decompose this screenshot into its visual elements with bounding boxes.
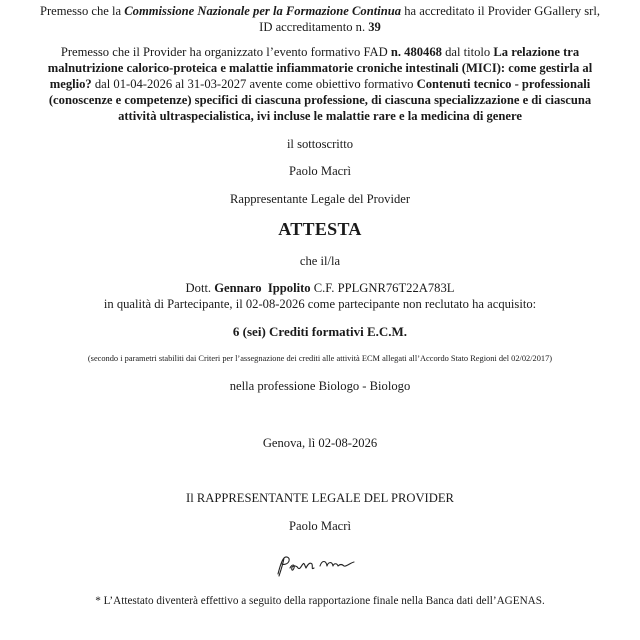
event-title-middle: malnutrizione calorico-proteica e malattie infiammatorie croniche intestinali (MICI): come gestirla al xyxy=(47,61,593,75)
participant-title: Dott. xyxy=(185,281,215,295)
che-label: che il/la xyxy=(299,254,341,268)
event-text-a: Premesso che il Provider ha organizzato l’evento formativo FAD xyxy=(60,45,391,59)
event-text-b: dal titolo xyxy=(441,45,494,59)
participant-last-name: Ippolito xyxy=(267,281,311,295)
signature-heading: Il RAPPRESENTANTE LEGALE DEL PROVIDER xyxy=(186,491,454,505)
premise-accreditation-line2 xyxy=(0,19,640,35)
event-dates-line xyxy=(0,76,640,92)
signature-name: Paolo Macrì xyxy=(289,519,351,533)
credits-awarded: 6 (sei) Crediti formativi E.C.M. xyxy=(232,324,408,339)
premise1-text-b: ha accreditato il Provider GGallery srl, xyxy=(401,4,601,18)
participant-tax-code: C.F. PPLGNR76T22A783L xyxy=(310,281,455,295)
accreditation-id-label: ID accreditamento n. xyxy=(259,20,369,34)
legal-rep-name: Paolo Macrì xyxy=(289,164,351,178)
place-date: Genova, lì 02-08-2026 xyxy=(262,436,378,450)
criteria-note: (secondo i parametri stabiliti dai Criteri per l’assegnazione dei crediti alle attività ECM allegati all’Accordo Stato Regioni del 02/02/2017) xyxy=(87,354,553,363)
event-title-end: meglio? xyxy=(49,77,92,91)
objective-line3 xyxy=(0,108,640,124)
objective-middle: (conoscenze e competenze) specifici di ciascuna professione, di ciascuna specializzazione e di ciascuna xyxy=(48,93,592,107)
objective-line2 xyxy=(0,92,640,108)
handwritten-signature xyxy=(270,552,370,582)
participation-line: in qualità di Partecipante, il 02-08-2026 come partecipante non reclutato ha acquisito: xyxy=(103,297,537,311)
event-number: n. 480468 xyxy=(390,45,442,59)
event-dates: dal 01-04-2026 al 31-03-2027 avente come obiettivo formativo xyxy=(91,77,417,91)
accreditation-id-value: 39 xyxy=(368,20,381,34)
event-title-start: La relazione tra xyxy=(493,45,580,59)
legal-rep-role: Rappresentante Legale del Provider xyxy=(229,192,411,206)
undersigned-label: il sottoscritto xyxy=(286,137,354,151)
premise1-text-a: Premesso che la xyxy=(39,4,125,18)
attesta-heading: ATTESTA xyxy=(278,219,362,239)
event-title-line xyxy=(0,60,640,76)
participant-first-name: Gennaro xyxy=(214,281,262,295)
footnote: * L’Attestato diventerà effettivo a seguito della rapportazione finale nella Banca dati dell’AGENAS. xyxy=(95,595,545,607)
profession-line: nella professione Biologo - Biologo xyxy=(229,379,411,393)
commission-name: Commissione Nazionale per la Formazione Continua xyxy=(124,4,402,18)
event-premise-line1 xyxy=(0,44,640,60)
objective-start: Contenuti tecnico - professionali xyxy=(416,77,591,91)
premise-accreditation-line1 xyxy=(0,3,640,19)
objective-end: attività ultraspecialistica, ivi incluse le malattie rare e la medicina di genere xyxy=(118,109,522,123)
participant-line xyxy=(0,280,640,296)
